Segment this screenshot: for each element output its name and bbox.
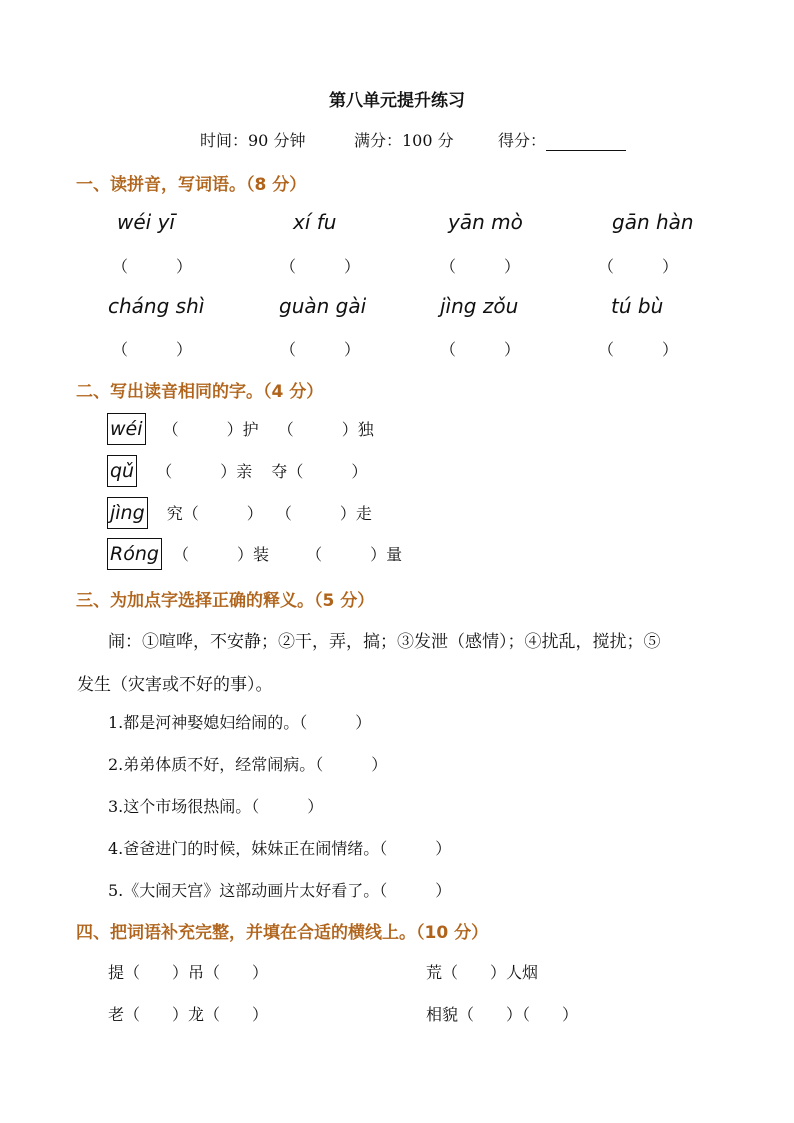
question-item-2[interactable]: 2.弟弟体质不好，经常闹病。（ ） <box>108 755 388 774</box>
pinyin-6: guàn gài <box>279 294 367 318</box>
full-score: 满分：100 分 <box>354 131 454 150</box>
homophone-item[interactable]: （ ）走 <box>275 504 372 523</box>
pinyin-7: jìng zǒu <box>440 294 519 318</box>
answer-blank-6[interactable]: （ ） <box>280 340 361 359</box>
idiom-item-3[interactable]: 老（ ）龙（ ） <box>108 1005 269 1024</box>
answer-blank-2[interactable]: （ ） <box>280 257 361 276</box>
definition-line-2: 发生（灾害或不好的事）。 <box>77 675 273 695</box>
homophone-row-1 <box>107 413 374 445</box>
answer-blank-3[interactable]: （ ） <box>440 257 521 276</box>
homophone-item[interactable]: （ ）量 <box>306 545 403 564</box>
page-title: 第八单元提升练习 <box>329 91 465 111</box>
homophone-row-2 <box>107 455 367 487</box>
pinyin-box: qǔ <box>107 455 137 487</box>
answer-blank-7[interactable]: （ ） <box>440 340 521 359</box>
section-1-heading: 一、读拼音，写词语。（8 分） <box>76 175 307 195</box>
idiom-item-4[interactable]: 相貌（ ）（ ） <box>426 1005 579 1024</box>
homophone-item[interactable]: （ ）亲 <box>156 462 253 481</box>
homophone-row-4 <box>107 538 402 570</box>
pinyin-box: jìng <box>107 497 148 529</box>
answer-blank-4[interactable]: （ ） <box>598 257 679 276</box>
section-3-heading: 三、为加点字选择正确的释义。（5 分） <box>76 591 375 611</box>
pinyin-1: wéi yī <box>117 210 175 234</box>
answer-blank-1[interactable]: （ ） <box>112 257 193 276</box>
homophone-item[interactable]: （ ）装 <box>173 545 270 564</box>
answer-blank-8[interactable]: （ ） <box>598 340 679 359</box>
question-item-4[interactable]: 4.爸爸进门的时候，妹妹正在闹情绪。（ ） <box>108 839 452 858</box>
idiom-item-1[interactable]: 提（ ）吊（ ） <box>108 963 269 982</box>
definition-line-1: 闹：①喧哗，不安静；②干，弄，搞；③发泄（感情）；④扰乱，搅扰；⑤ <box>108 632 661 652</box>
question-item-1[interactable]: 1.都是河神娶媳妇给闹的。（ ） <box>108 713 372 732</box>
homophone-row-3 <box>107 497 372 529</box>
section-2-heading: 二、写出读音相同的字。（4 分） <box>76 382 324 402</box>
pinyin-3: yān mò <box>448 210 523 234</box>
pinyin-5: cháng shì <box>108 294 205 318</box>
pinyin-8: tú bù <box>611 294 664 318</box>
pinyin-box: Róng <box>107 538 162 570</box>
homophone-item[interactable]: （ ）独 <box>277 420 374 439</box>
homophone-item[interactable]: （ ）护 <box>162 420 259 439</box>
question-item-3[interactable]: 3.这个市场很热闹。（ ） <box>108 797 324 816</box>
score-label: 得分： <box>498 131 547 150</box>
homophone-item[interactable]: 夺（ ） <box>271 462 368 481</box>
score-blank[interactable] <box>546 132 626 151</box>
question-item-5[interactable]: 5.《大闹天宫》这部动画片太好看了。（ ） <box>108 881 452 900</box>
pinyin-box: wéi <box>107 413 146 445</box>
pinyin-2: xí fu <box>293 210 337 234</box>
section-4-heading: 四、把词语补充完整，并填在合适的横线上。（10 分） <box>76 923 489 943</box>
exam-time: 时间：90 分钟 <box>200 131 306 150</box>
score-field <box>498 128 626 151</box>
answer-blank-5[interactable]: （ ） <box>112 340 193 359</box>
homophone-item[interactable]: 究（ ） <box>166 504 263 523</box>
pinyin-4: gān hàn <box>612 210 694 234</box>
idiom-item-2[interactable]: 荒（ ）人烟 <box>426 963 539 982</box>
